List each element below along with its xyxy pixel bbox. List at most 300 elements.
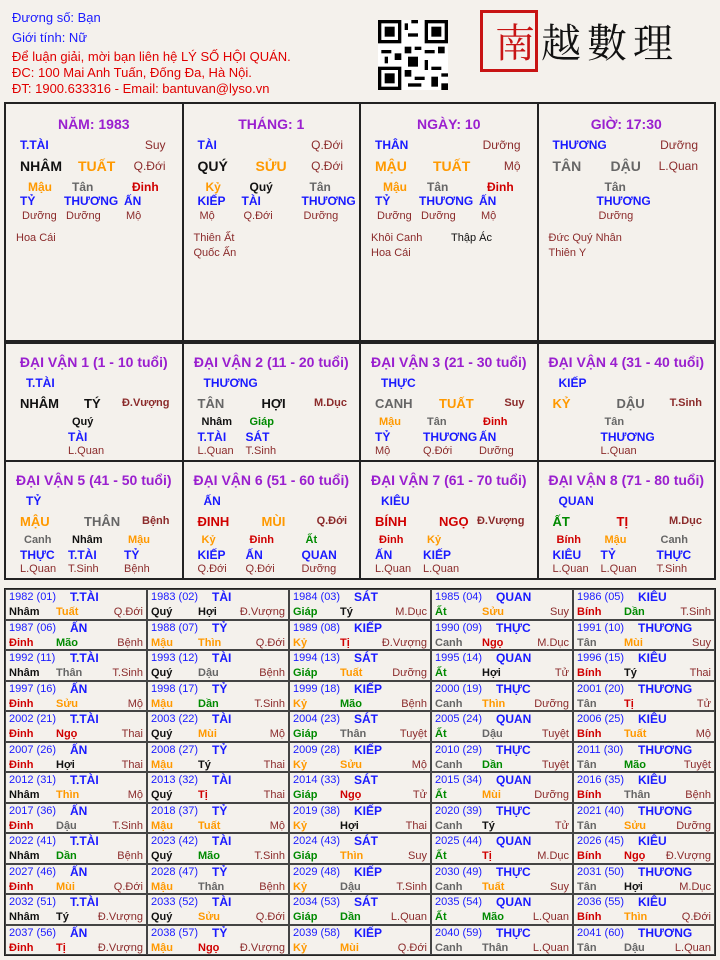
year-cell [5,650,147,681]
year-cell [289,650,431,681]
year-chi: Thìn [56,789,80,801]
dai-van-title: ĐẠI VẬN 6 (51 - 60 tuổi) [193,472,350,488]
year-label: 2023 (42) [151,835,199,847]
dai-van-cell [360,461,538,579]
year-label: 2027 (46) [9,865,57,878]
year-can: Nhâm [9,667,40,679]
year-chi: Sửu [56,697,79,710]
year-cell [5,864,147,895]
year-star: SÁT [354,895,378,909]
hidden-relation: TÀI [241,194,261,208]
year-can: Bính [577,789,602,801]
year-stage: Dưỡng [676,819,711,832]
hidden-stem: Tân [427,180,449,194]
hidden-relation: THƯƠNG [419,194,474,208]
year-label: 2008 (27) [151,743,199,756]
year-stage: Q.Đới [681,911,711,923]
dai-van-can: TÂN [197,396,225,411]
qr-code-icon[interactable] [378,20,448,90]
hidden-relation: THƯƠNG [64,194,119,208]
pillar-star: TÀI [197,138,217,152]
year-star: THỰC [496,925,531,940]
dai-van-stage: M.Dục [314,397,347,409]
year-cell [147,803,289,834]
year-star: THƯƠNG [638,681,693,696]
dai-van-cell [538,343,716,461]
hidden-relation: TỶ [124,548,140,562]
year-chi: Dần [482,758,503,771]
hidden-stage: Mộ [199,210,215,222]
year-label: 2020 (39) [435,804,483,817]
year-stage: Suy [692,636,711,649]
year-stage: Bệnh [401,697,427,710]
hidden-stage: L.Quan [423,563,460,575]
year-can: Bính [577,911,602,923]
year-can: Ất [435,728,447,740]
year-star: TÀI [212,651,232,665]
phone-email-line[interactable]: ĐT: 1900.633316 - Email: bantuvan@lyso.vn [12,81,270,96]
year-label: 2038 (57) [151,926,199,939]
year-cell [431,864,573,895]
pillar-title: GIỜ: 17:30 [590,116,662,132]
year-stage: Tử [554,819,569,832]
year-star: QUAN [496,651,532,665]
year-can: Đinh [9,941,34,954]
hidden-relation: TỶ [600,548,616,562]
year-star: KIÊU [638,651,667,665]
year-stage: M.Dục [395,606,427,618]
dai-van-can: CANH [375,396,413,411]
year-label: 1988 (07) [151,621,199,634]
year-star: SÁT [354,773,378,787]
dai-van-star: KIÊU [381,494,410,508]
year-stage: Suy [408,850,427,862]
year-can: Quý [151,789,173,801]
year-chi: Sửu [624,819,647,832]
dai-van-stage: Q.Đới [316,515,347,527]
year-chi: Tị [482,850,492,862]
dai-van-chi: TỊ [616,514,629,529]
dai-van-stage: Suy [504,397,525,409]
year-can: Ất [435,850,447,862]
year-stage: Suy [550,880,569,893]
hidden-stage: Dưỡng [303,210,339,222]
year-stage: Thai [263,789,285,801]
year-can: Giáp [293,850,318,862]
year-cell [147,620,289,651]
year-can: Kỷ [293,697,308,710]
dai-van-star: TỶ [26,494,42,508]
year-chi: Tuất [624,728,647,740]
year-can: Mậu [151,697,173,710]
year-stage: Tuyệt [399,728,427,740]
year-label: 2033 (52) [151,896,199,908]
dai-van-title: ĐẠI VẬN 2 (11 - 20 tuổi) [193,354,349,370]
pillar-can: QUÝ [197,158,228,174]
year-star: T.TÀI [70,590,99,604]
year-cell [573,650,715,681]
year-stage: Thai [263,758,285,771]
hidden-relation: T.TÀI [197,430,227,444]
year-stage: Q.Đới [255,636,285,649]
hidden-relation: ẤN [124,194,142,208]
year-star: THƯƠNG [638,803,693,818]
year-can: Giáp [293,606,318,618]
year-star: TỶ [212,620,228,635]
hidden-relation: TÀI [68,430,88,444]
special-star: Thiên Ất [193,232,235,244]
hidden-stage: Mộ [375,445,391,457]
year-chi: Hợi [56,758,75,771]
dai-van-title: ĐẠI VẬN 5 (41 - 50 tuổi) [15,472,172,488]
hidden-stem: Mậu [604,534,627,546]
year-cell [5,894,147,925]
header [0,0,720,100]
dai-van-star: QUAN [558,494,594,508]
year-chi: Mùi [482,789,501,801]
year-star: ẤN [70,620,88,635]
year-star: TÀI [212,895,232,909]
dai-van-can: KỶ [552,396,571,411]
year-can: Canh [435,636,463,649]
hidden-stem: Giáp [249,416,274,428]
year-stage: Suy [550,606,569,618]
hidden-stem: Đinh [483,416,508,428]
year-stage: Thai [405,819,427,832]
year-star: SÁT [354,651,378,665]
dai-van-star: THỰC [381,376,416,390]
hidden-stem: Kỷ [201,534,216,546]
year-label: 2019 (38) [293,804,341,817]
year-stage: T.Sinh [396,880,427,893]
dai-van-star: KIẾP [558,376,587,390]
dai-van-cell [183,461,361,579]
year-chi: Thân [198,880,225,893]
pillar-right-label: Q.Đới [311,138,343,152]
year-label: 1986 (05) [577,591,625,603]
year-chi: Mão [624,758,646,771]
year-cell [289,711,431,742]
year-can: Mậu [151,758,173,771]
year-label: 2028 (47) [151,865,199,878]
year-can: Tân [577,636,597,649]
year-label: 2013 (32) [151,774,199,786]
pillar-cell [538,103,716,341]
year-chi: Tị [56,941,66,954]
year-label: 1983 (02) [151,591,199,603]
year-can: Quý [151,728,173,740]
year-chi: Tuất [482,880,505,893]
year-can: Canh [435,697,463,710]
year-star: TỶ [212,864,228,879]
year-star: THỰC [496,864,531,879]
year-star: SÁT [354,590,378,604]
dai-van-cell [360,343,538,461]
dai-van-grid [4,342,716,580]
hidden-relation: TỶ [375,194,391,208]
dai-van-can: ĐINH [197,514,230,529]
year-label: 1993 (12) [151,652,199,664]
hidden-stem: Tân [72,180,94,194]
year-stage: T.Sinh [112,667,143,679]
year-chi: Mão [56,636,78,649]
year-chi: Tý [482,819,495,832]
year-stage: Đ.Vượng [239,941,285,954]
year-cell [573,711,715,742]
year-star: KIÊU [638,590,667,604]
year-stage: L.Quan [532,911,569,923]
hidden-stage: Dưỡng [598,210,634,222]
year-chi: Thìn [340,850,364,862]
dai-van-stage: M.Dục [669,515,702,527]
year-can: Bính [577,850,602,862]
year-stage: Mộ [127,697,143,710]
hidden-stem: Tân [427,416,447,428]
hidden-relation: T.TÀI [68,548,97,562]
year-cell [5,772,147,803]
year-star: QUAN [496,834,532,848]
year-label: 2034 (53) [293,896,341,908]
year-star: ẤN [70,864,88,879]
special-star: Thập Ác [451,232,492,244]
year-stage: L.Quan [390,911,427,923]
year-chi: Ngọ [198,941,220,954]
hidden-stem: Mậu [128,534,150,546]
hidden-stage: Mộ [126,210,142,222]
year-chi: Ngọ [624,850,646,862]
hidden-stage: Q.Đới [243,210,273,222]
year-label: 2003 (22) [151,713,199,725]
year-star: KIẾP [354,742,383,757]
hidden-stage: L.Quan [20,563,57,575]
year-can: Ất [435,667,447,679]
year-chi: Tý [198,758,211,771]
hidden-stage: Dưỡng [22,210,57,222]
year-chi: Tuất [340,667,363,679]
year-can: Đinh [9,819,34,832]
hidden-relation: THƯƠNG [301,194,356,208]
dai-van-can: BÍNH [375,514,407,529]
dai-van-cell [183,343,361,461]
year-cell [147,650,289,681]
year-stage: Dưỡng [534,697,569,710]
year-star: KIÊU [638,773,667,787]
dai-van-chi: THÂN [84,514,121,529]
year-cell [431,620,573,651]
year-label: 2016 (35) [577,774,625,786]
year-label: 2040 (59) [435,926,483,939]
year-chi: Ngọ [482,636,504,649]
year-cell [147,833,289,864]
hidden-stage: L.Quan [552,563,589,575]
year-star: QUAN [496,895,532,909]
year-chi: Thân [340,728,367,740]
hidden-stage: Q.Đới [245,563,275,575]
year-label: 1998 (17) [151,682,199,695]
year-star: TÀI [212,773,232,787]
year-can: Giáp [293,789,318,801]
year-star: THỰC [496,681,531,696]
year-cell [573,620,715,651]
year-cell [289,925,431,956]
hidden-relation: ẤN [479,430,497,444]
year-stage: Q.Đới [113,880,143,893]
pillar-star: THƯƠNG [552,138,607,152]
hidden-stage: Dưỡng [421,210,456,222]
pillar-right-label: Suy [144,138,166,152]
dai-van-chi: TUẤT [439,396,474,411]
gender-line: Giới tính: Nữ [12,30,88,45]
year-star: TỶ [212,803,228,818]
year-cell [5,681,147,712]
year-star: ẤN [70,681,88,696]
year-label: 2037 (56) [9,926,57,939]
year-can: Quý [151,606,173,618]
year-cell [431,833,573,864]
hidden-stage: Dưỡng [301,563,337,575]
year-cell [573,894,715,925]
year-cell [431,894,573,925]
hidden-stem: Tân [309,180,331,194]
year-cell [573,772,715,803]
year-can: Đinh [9,728,34,740]
year-label: 2018 (37) [151,804,199,817]
year-stage: T.Sinh [254,850,285,862]
year-can: Ất [435,606,447,618]
year-can: Canh [435,941,463,954]
hidden-relation: SÁT [245,430,270,444]
year-chi: Dậu [198,667,219,679]
dai-van-can: NHÂM [20,396,59,411]
hidden-stem: Kỷ [427,534,442,546]
year-star: T.TÀI [70,712,99,726]
year-can: Kỷ [293,880,308,893]
year-cell [431,925,573,956]
year-label: 1984 (03) [293,591,341,603]
dai-van-chi: MÙI [261,514,286,529]
year-can: Mậu [151,941,173,954]
year-chi: Tý [56,911,69,923]
dai-van-title: ĐẠI VẬN 8 (71 - 80 tuổi) [548,472,705,488]
hidden-stage: Dưỡng [479,445,514,457]
year-cell [431,803,573,834]
hidden-stage: L.Quan [600,563,637,575]
hidden-relation: TỶ [20,194,36,208]
year-cell [431,650,573,681]
hidden-relation: ẤN [245,548,263,562]
year-can: Quý [151,911,173,923]
year-can: Canh [435,880,463,893]
year-star: TỶ [212,681,228,696]
special-star: Thiên Y [548,247,587,259]
dai-van-stage: Bệnh [142,515,170,527]
year-label: 1996 (15) [577,652,625,664]
year-star: TÀI [212,834,232,848]
year-label: 1982 (01) [9,591,57,603]
year-star: THỰC [496,803,531,818]
hidden-stage: L.Quan [68,445,105,457]
year-cell [147,894,289,925]
hidden-relation: KIẾP [423,548,452,562]
year-chi: Mùi [56,880,75,893]
year-label: 2036 (55) [577,896,625,908]
year-star: ẤN [70,803,88,818]
year-chi: Thìn [198,636,222,649]
year-stage: Thai [689,667,711,679]
year-cell [431,742,573,773]
year-cell [573,681,715,712]
hidden-stage: Dưỡng [377,210,412,222]
year-label: 2005 (24) [435,713,483,725]
year-stage: Bệnh [117,850,143,862]
year-stage: Đ.Vượng [239,606,285,618]
year-stage: Q.Đới [255,911,285,923]
year-chi: Ngọ [56,728,78,740]
year-chi: Tý [624,667,637,679]
year-can: Đinh [9,758,34,771]
year-chi: Tuất [198,819,221,832]
year-label: 2002 (21) [9,713,57,725]
year-cell [573,589,715,620]
year-chi: Mùi [198,728,217,740]
year-stage: Mộ [127,789,143,801]
year-label: 2010 (29) [435,743,483,756]
year-stage: Đ.Vượng [97,941,143,954]
special-star: Hoa Cái [371,247,411,259]
special-star: Hoa Cái [16,232,56,244]
contact-invite: Để luận giải, mời bạn liên hệ LÝ SỐ HỘI QUÁN. [12,49,291,64]
year-chi: Thìn [624,911,648,923]
pillar-title: NĂM: 1983 [57,116,130,132]
year-cell [431,681,573,712]
hidden-stem: Tân [604,416,625,428]
hidden-stem: Tân [604,180,626,194]
pillar-chi-relation: Q.Đới [311,159,343,173]
year-label: 2041 (60) [577,926,625,939]
year-label: 2009 (28) [293,743,341,756]
year-chi: Thân [56,667,83,679]
year-chi: Hợi [340,819,359,832]
hidden-relation: TỶ [375,430,391,444]
brand-logo: 南越數理 [495,21,679,67]
year-label: 2000 (19) [435,682,483,695]
year-stage: M.Dục [679,880,711,893]
special-star: Quốc Ấn [193,247,237,259]
hidden-stage: Bệnh [124,563,150,575]
year-cell [573,803,715,834]
year-star: KIẾP [354,925,383,940]
year-can: Kỷ [293,819,308,832]
year-can: Ất [435,789,447,801]
hidden-stem: Quý [72,416,94,428]
year-stage: Q.Đới [113,606,143,618]
year-chi: Mùi [624,636,643,649]
year-chi: Thân [482,941,509,954]
year-label: 1987 (06) [9,621,57,634]
hidden-stage: T.Sinh [68,563,99,575]
year-label: 2006 (25) [577,713,625,725]
year-can: Tân [577,758,597,771]
dai-van-can: ẤT [552,514,570,529]
pillar-can: MẬU [375,158,407,174]
year-cell [147,681,289,712]
year-stage: T.Sinh [112,819,143,832]
year-stage: L.Quan [532,941,569,954]
year-label: 2022 (41) [9,835,57,847]
year-can: Bính [577,728,602,740]
dai-van-chi: DẬU [616,396,645,411]
year-star: TỶ [212,742,228,757]
